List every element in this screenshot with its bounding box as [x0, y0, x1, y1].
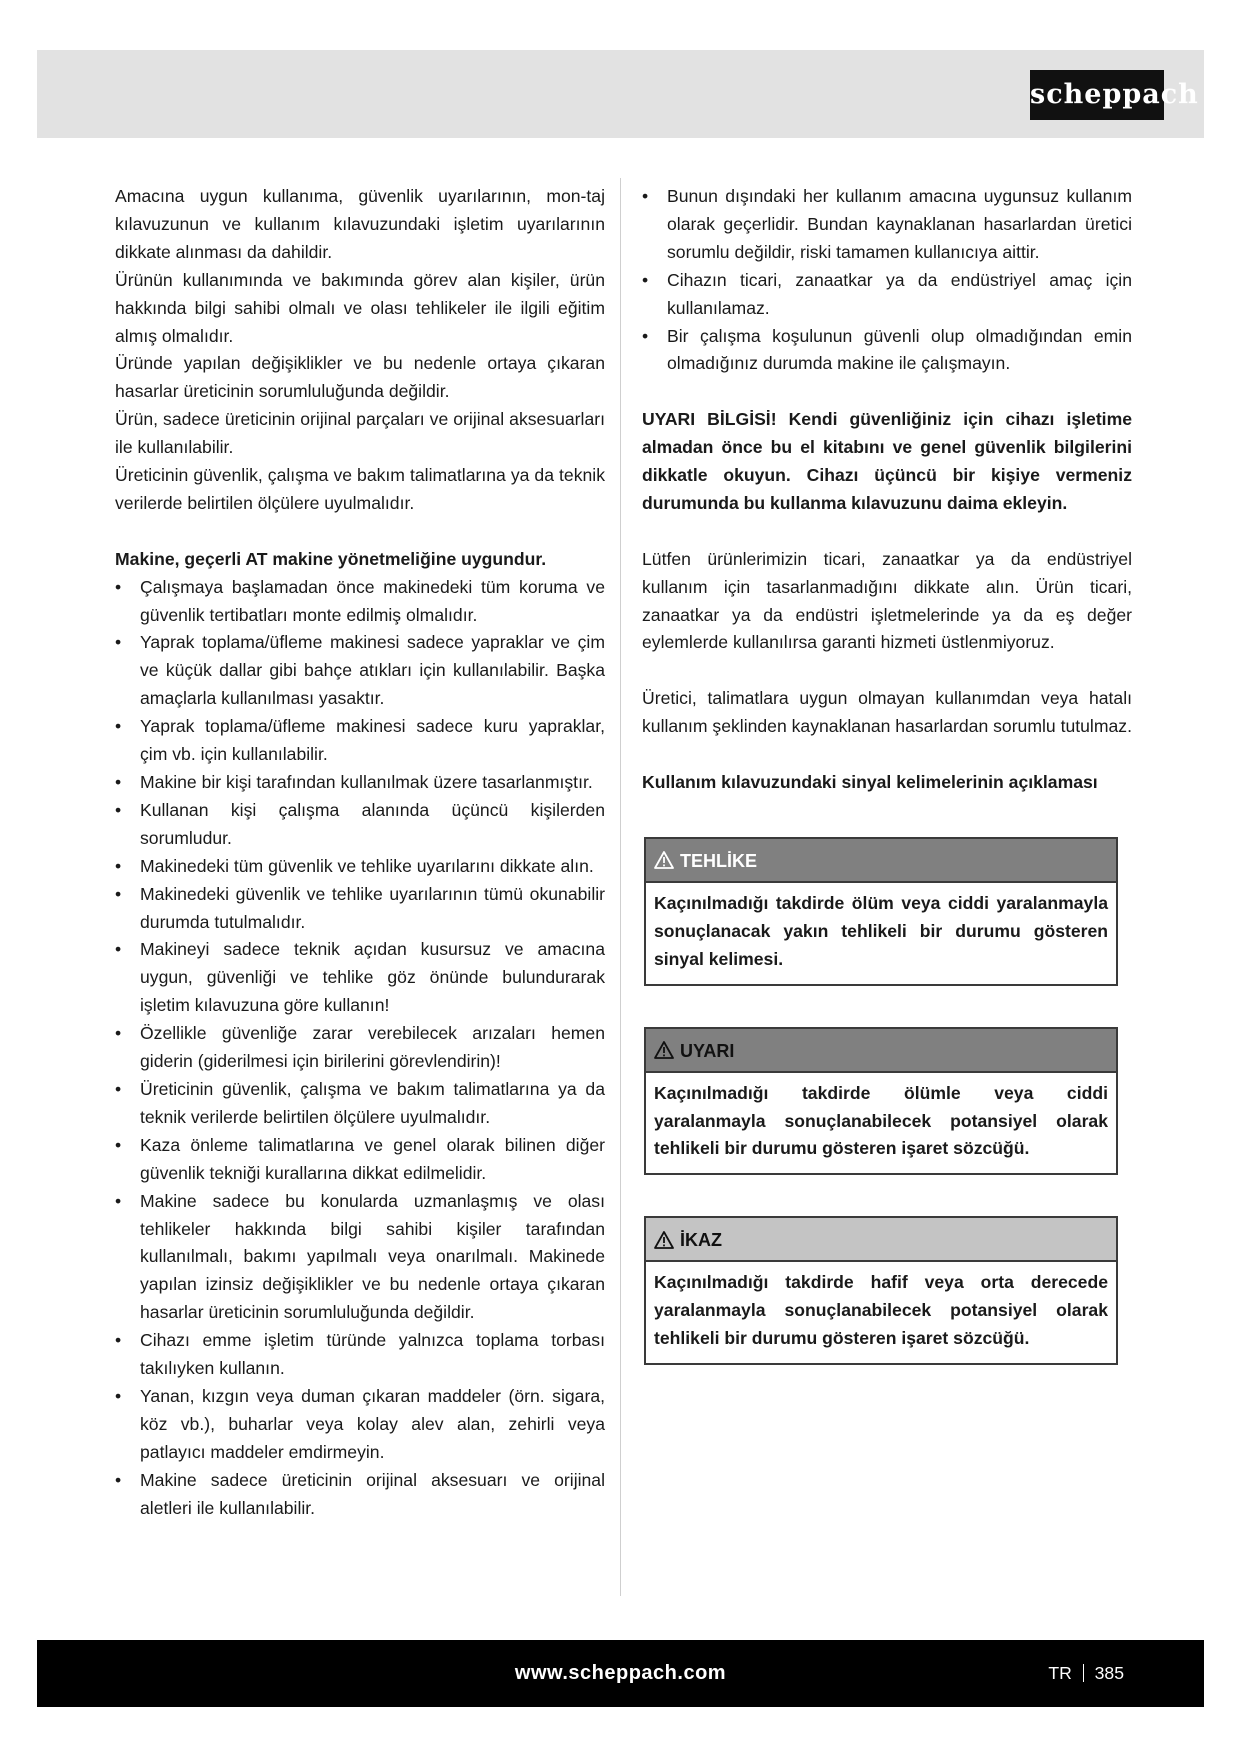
signal-title-caution: İKAZ: [680, 1230, 722, 1251]
paragraph-original-parts: Ürün, sadece üreticinin orijinal parçaları ve orijinal aksesuarları ile kullanılabilir.: [115, 409, 605, 458]
paragraph-intended-use: Amacına uygun kullanıma, güvenlik uyarılarının, mon-taj kılavuzunun ve kullanım kılavuzundaki işletim uyarılarının dikkate alınması da dahildir.: [115, 186, 605, 262]
signal-text-warning: Kaçınılmadığı takdirde ölümle veya ciddi yaralanmayla sonuçlanabilecek potansiyel olarak tehlikeli bir durumu gösteren işaret sözcüğü.: [654, 1082, 1108, 1159]
signal-box-caution: [644, 1216, 1118, 1365]
list-item: • Makinedeki tüm güvenlik ve tehlike uyarılarını dikkate alın.: [115, 853, 605, 881]
list-item: • Yaprak toplama/üfleme makinesi sadece yapraklar ve çim ve küçük dallar gibi bahçe atıkları için kullanılabilir. Başka amaçlarla kullanılması yasaktır.: [115, 629, 605, 713]
paragraph-modifications: Üründe yapılan değişiklikler ve bu nedenle ortaya çıkaran hasarlar üreticinin sorumluluğunda değildir.: [115, 353, 605, 402]
list-item: • Üreticinin güvenlik, çalışma ve bakım talimatlarına ya da teknik verilerde belirtilen ölçülere uyulmalıdır.: [115, 1076, 605, 1132]
safety-bullet-list: [115, 574, 605, 1523]
list-item: • Yaprak toplama/üfleme makinesi sadece kuru yapraklar, çim vb. için kullanılabilir.: [115, 713, 605, 769]
list-item: • Makineyi sadece teknik açıdan kusursuz ve amacına uygun, güvenliği ve tehlike göz önünde bulundurarak işletim kılavuzuna göre kullanın!: [115, 936, 605, 1020]
page-indicator: [1048, 1640, 1124, 1706]
warning-triangle-icon: [654, 1231, 674, 1249]
page-header: [37, 50, 1204, 138]
list-item: • Makine sadece üreticinin orijinal aksesuarı ve orijinal aletleri ile kullanılabilir.: [115, 1467, 605, 1523]
heading-signal-words: Kullanım kılavuzundaki sinyal kelimelerinin açıklaması: [642, 771, 1098, 792]
paragraph-manufacturer-instructions: Üreticinin güvenlik, çalışma ve bakım talimatlarına ya da teknik verilerde belirtilen ölçülere uyulmalıdır.: [115, 465, 605, 513]
list-item: • Cihazın ticari, zanaatkar ya da endüstriyel amaç için kullanılamaz.: [642, 267, 1132, 323]
column-divider: [620, 178, 621, 1596]
paragraph-commercial-use: Lütfen ürünlerimizin ticari, zanaatkar ya da endüstriyel kullanım için tasarlanmadığını dikkate alın. Ürün ticari, zanaatkar ya da endüstri işletmelerinde ya da eş değer eylemlerde kullanılırsa garanti hizmeti üstlenmiyoruz.: [642, 548, 1132, 653]
list-item: • Cihazı emme işletim türünde yalnızca toplama torbası takılıyken kullanın.: [115, 1327, 605, 1383]
page-footer: [37, 1640, 1204, 1707]
misuse-bullet-list: [642, 183, 1132, 378]
signal-title-danger: TEHLİKE: [680, 850, 758, 871]
list-item: • Makine sadece bu konularda uzmanlaşmış ve olası tehlikeler hakkında bilgi sahibi kişiler tarafından kullanılmalı, bakımı yapılmalı veya onarılmalı. Makinede yapılan izinsiz değişiklikler ve bu nedenle ortaya çıkaran hasarlar üreticinin sorumluluğunda değildir.: [115, 1188, 605, 1328]
right-column: [642, 183, 1132, 1365]
warning-triangle-icon: [654, 1041, 674, 1059]
list-item: • Bir çalışma koşulunun güvenli olup olmadığından emin olmadığınız durumda makine ile çalışmayın.: [642, 323, 1132, 379]
list-item: • Makine bir kişi tarafından kullanılmak üzere tasarlanmıştır.: [115, 769, 605, 797]
warning-triangle-icon: [654, 851, 674, 869]
paragraph-liability: Üretici, talimatlara uygun olmayan kullanımdan veya hatalı kullanım şeklinden kaynaklanan hasarlardan sorumlu tutulmaz.: [642, 688, 1132, 737]
page-number: 385: [1094, 1663, 1124, 1683]
signal-box-danger: [644, 837, 1118, 986]
paragraph-personnel: Ürünün kullanımında ve bakımında görev alan kişiler, ürün hakkında bilgi sahibi olmalı ve olası tehlikeler ile ilgili eğitim almış olmalıdır.: [115, 269, 605, 346]
scheppach-logo: scheppach: [1030, 70, 1164, 120]
warning-info-paragraph: UYARI BİLGİSİ! Kendi güvenliğiniz için cihazı işletime almadan önce bu el kitabını ve genel güvenlik bilgilerini dikkatle okuyun. Cihazı üçüncü bir kişiye vermeniz durumunda bu kullanma kılavuzunu daima ekleyin.: [642, 409, 1132, 513]
signal-text-caution: Kaçınılmadığı takdirde hafif veya orta derecede yaralanmayla sonuçlanabilecek potansiyel olarak tehlikeli bir durumu gösteren işaret sözcüğü.: [654, 1272, 1108, 1349]
list-item: • Çalışmaya başlamadan önce makinedeki tüm koruma ve güvenlik tertibatları monte edilmiş olmalıdır.: [115, 574, 605, 630]
website-link[interactable]: www.scheppach.com: [514, 1662, 727, 1684]
heading-ec-directive: Makine, geçerli AT makine yönetmeliğine uygundur.: [115, 548, 547, 569]
list-item: • Kullanan kişi çalışma alanında üçüncü kişilerden sorumludur.: [115, 797, 605, 853]
language-code: TR: [1048, 1663, 1072, 1683]
left-column: [115, 183, 605, 1522]
signal-title-warning: UYARI: [680, 1040, 735, 1061]
list-item: • Makinedeki güvenlik ve tehlike uyarılarının tümü okunabilir durumda tutulmalıdır.: [115, 881, 605, 937]
list-item: • Bunun dışındaki her kullanım amacına uygunsuz kullanım olarak geçerlidir. Bundan kaynaklanan hasarlardan üretici sorumlu değildir, riski tamamen kullanıcıya aittir.: [642, 183, 1132, 267]
list-item: • Kaza önleme talimatlarına ve genel olarak bilinen diğer güvenlik tekniği kurallarına dikkat edilmelidir.: [115, 1132, 605, 1188]
signal-text-danger: Kaçınılmadığı takdirde ölüm veya ciddi yaralanmayla sonuçlanacak yakın tehlikeli bir durumu gösteren sinyal kelimesi.: [654, 892, 1108, 969]
signal-box-warning: [644, 1027, 1118, 1176]
list-item: • Yanan, kızgın veya duman çıkaran maddeler (örn. sigara, köz vb.), buharlar veya kolay alev alan, zehirli veya patlayıcı maddeler emdirmeyin.: [115, 1383, 605, 1467]
list-item: • Özellikle güvenliğe zarar verebilecek arızaları hemen giderin (giderilmesi için birilerini görevlendirin)!: [115, 1020, 605, 1076]
